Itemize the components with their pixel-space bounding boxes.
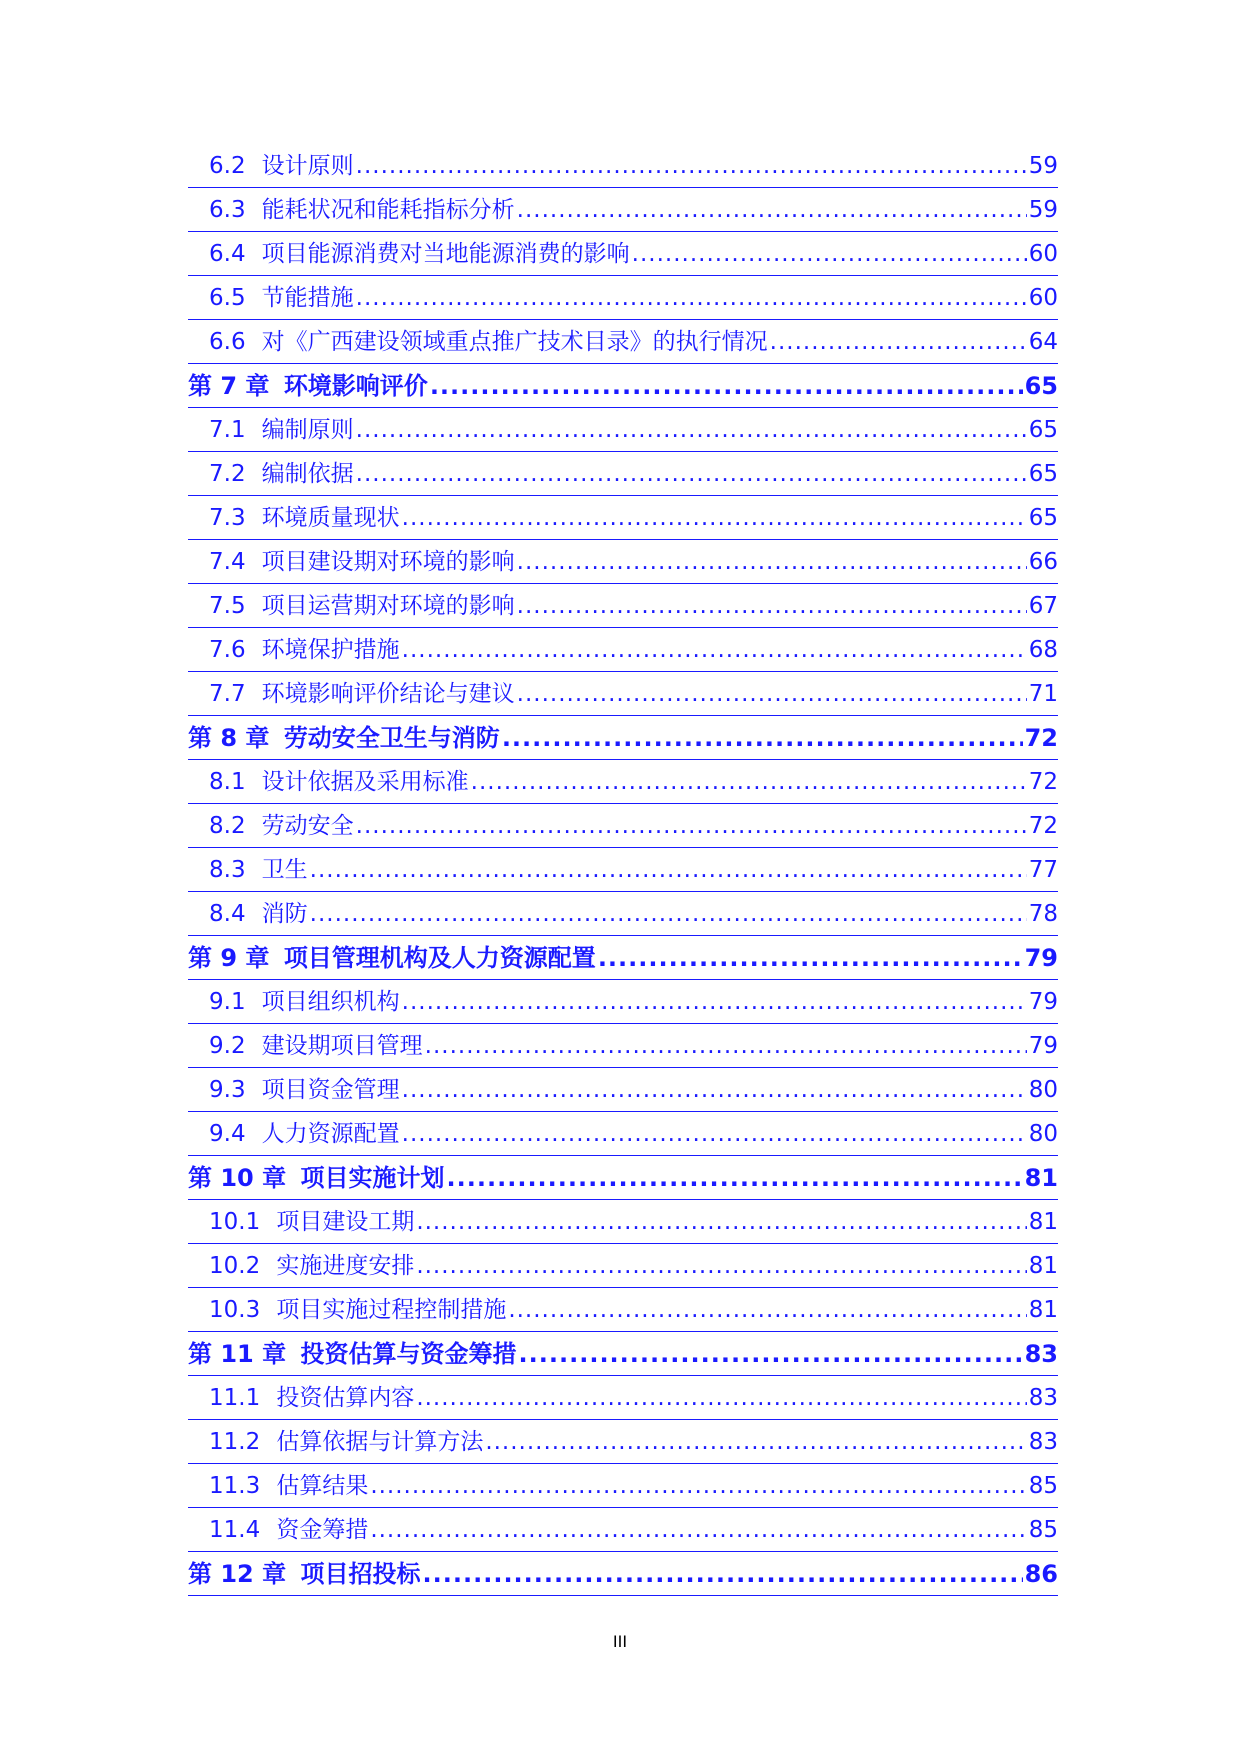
toc-section-link[interactable]: [188, 1508, 1058, 1552]
toc-dot-leader: [519, 1332, 1023, 1376]
toc-entry-title: 劳动安全卫生与消防: [283, 724, 500, 752]
toc-entry-page: 85: [1028, 1517, 1058, 1543]
toc-section-link[interactable]: [188, 540, 1058, 584]
toc-dot-leader: [447, 1156, 1023, 1200]
toc-section-link[interactable]: [188, 276, 1058, 320]
toc-entry-number: 7.1: [209, 417, 246, 443]
toc-entry-page: 79: [1028, 1033, 1058, 1059]
toc-entry-number: 11.3: [209, 1473, 261, 1499]
toc-dot-leader: [416, 1376, 1026, 1420]
toc-entry-number: 11.4: [209, 1517, 261, 1543]
toc-entry-number: 10.1: [209, 1209, 261, 1235]
toc-dot-leader: [402, 496, 1027, 540]
toc-entry-number: 6.3: [209, 197, 246, 223]
toc-entry-title: 设计依据及采用标准: [261, 769, 469, 795]
toc-section-link[interactable]: [188, 1112, 1058, 1156]
toc-section-link[interactable]: [188, 584, 1058, 628]
toc-section-link[interactable]: [188, 1068, 1058, 1112]
toc-entry-title: 环境质量现状: [261, 505, 400, 531]
toc-entry-number: 第 10 章: [188, 1164, 287, 1192]
toc-dot-leader: [598, 936, 1023, 980]
toc-dot-leader: [402, 1068, 1027, 1112]
toc-entry-number: 6.5: [209, 285, 246, 311]
toc-entry-number: 第 8 章: [188, 724, 270, 752]
toc-dot-leader: [356, 408, 1027, 452]
toc-entry-number: 6.4: [209, 241, 246, 267]
toc-section-link[interactable]: [188, 1288, 1058, 1332]
toc-entry-page: 81: [1024, 1164, 1058, 1192]
toc-entry-title: 编制依据: [261, 461, 354, 487]
toc-entry-number: 第 9 章: [188, 944, 270, 972]
toc-entry-page: 67: [1028, 593, 1058, 619]
toc-entry-title: 估算依据与计算方法: [276, 1429, 484, 1455]
toc-entry-title: 项目实施计划: [300, 1164, 445, 1192]
toc-entry-title: 卫生: [261, 857, 308, 883]
toc-entry-title: 节能措施: [261, 285, 354, 311]
toc-entry-page: 65: [1024, 372, 1058, 400]
toc-entry-title: 环境保护措施: [261, 637, 400, 663]
toc-entry-number: 7.2: [209, 461, 246, 487]
toc-chapter-link[interactable]: [188, 1552, 1058, 1596]
page-number: III: [612, 1632, 628, 1651]
toc-entry-title: 消防: [261, 901, 308, 927]
toc-entry-number: 8.3: [209, 857, 246, 883]
toc-entry-number: 8.1: [209, 769, 246, 795]
toc-dot-leader: [356, 276, 1027, 320]
toc-entry-page: 83: [1028, 1429, 1058, 1455]
toc-section-link[interactable]: [188, 892, 1058, 936]
toc-entry-page: 65: [1028, 505, 1058, 531]
toc-entry-title: 项目运营期对环境的影响: [261, 593, 515, 619]
toc-entry-page: 65: [1028, 461, 1058, 487]
toc-entry-page: 85: [1028, 1473, 1058, 1499]
toc-dot-leader: [517, 540, 1027, 584]
toc-entry-number: 9.4: [209, 1121, 246, 1147]
toc-entry-title: 估算结果: [276, 1473, 369, 1499]
toc-dot-leader: [402, 980, 1027, 1024]
toc-entry-page: 81: [1028, 1253, 1058, 1279]
toc-entry-number: 10.3: [209, 1297, 261, 1323]
toc-section-link[interactable]: [188, 628, 1058, 672]
toc-entry-page: 72: [1028, 769, 1058, 795]
toc-dot-leader: [356, 452, 1027, 496]
toc-section-link[interactable]: [188, 980, 1058, 1024]
toc-entry-number: 7.5: [209, 593, 246, 619]
toc-entry-page: 72: [1028, 813, 1058, 839]
toc-dot-leader: [517, 188, 1027, 232]
toc-entry-number: 9.1: [209, 989, 246, 1015]
toc-entry-page: 86: [1024, 1560, 1058, 1588]
toc-entry-page: 81: [1028, 1297, 1058, 1323]
toc-entry-page: 71: [1028, 681, 1058, 707]
toc-entry-number: 8.4: [209, 901, 246, 927]
toc-chapter-link[interactable]: [188, 936, 1058, 980]
toc-entry-title: 设计原则: [261, 153, 354, 179]
toc-dot-leader: [517, 672, 1027, 716]
toc-entry-number: 第 12 章: [188, 1560, 287, 1588]
toc-entry-title: 项目招投标: [300, 1560, 421, 1588]
toc-entry-title: 劳动安全: [261, 813, 354, 839]
toc-entry-page: 65: [1028, 417, 1058, 443]
toc-entry-title: 项目管理机构及人力资源配置: [283, 944, 596, 972]
toc-entry-page: 59: [1028, 153, 1058, 179]
toc-entry-page: 60: [1028, 241, 1058, 267]
toc-section-link[interactable]: [188, 188, 1058, 232]
toc-entry-number: 9.3: [209, 1077, 246, 1103]
toc-dot-leader: [485, 1420, 1026, 1464]
toc-dot-leader: [425, 1024, 1027, 1068]
toc-entry-title: 资金筹措: [276, 1517, 369, 1543]
toc-section-link[interactable]: [188, 1420, 1058, 1464]
toc-section-link[interactable]: [188, 232, 1058, 276]
toc-section-link[interactable]: [188, 144, 1058, 188]
toc-entry-number: 9.2: [209, 1033, 246, 1059]
toc-dot-leader: [356, 804, 1027, 848]
toc-entry-page: 79: [1024, 944, 1058, 972]
toc-entry-title: 项目组织机构: [261, 989, 400, 1015]
toc-dot-leader: [402, 628, 1027, 672]
toc-entry-page: 81: [1028, 1209, 1058, 1235]
toc-dot-leader: [310, 892, 1027, 936]
toc-section-link[interactable]: [188, 760, 1058, 804]
toc-section-link[interactable]: [188, 1200, 1058, 1244]
toc-entry-page: 80: [1028, 1077, 1058, 1103]
toc-entry-title: 项目建设期对环境的影响: [261, 549, 515, 575]
toc-entry-number: 第 7 章: [188, 372, 270, 400]
toc-dot-leader: [370, 1508, 1026, 1552]
toc-entry-title: 项目能源消费对当地能源消费的影响: [261, 241, 630, 267]
toc-entry-title: 实施进度安排: [276, 1253, 415, 1279]
toc-section-link[interactable]: [188, 1024, 1058, 1068]
toc-entry-page: 64: [1028, 329, 1058, 355]
toc-entry-page: 78: [1028, 901, 1058, 927]
toc-dot-leader: [310, 848, 1027, 892]
toc-section-link[interactable]: [188, 1244, 1058, 1288]
toc-entry-title: 投资估算与资金筹措: [300, 1340, 517, 1368]
toc-entry-page: 60: [1028, 285, 1058, 311]
toc-entry-title: 项目建设工期: [276, 1209, 415, 1235]
toc-entry-title: 能耗状况和能耗指标分析: [261, 197, 515, 223]
toc-entry-number: 7.6: [209, 637, 246, 663]
toc-section-link[interactable]: [188, 1376, 1058, 1420]
toc-dot-leader: [416, 1200, 1026, 1244]
toc-chapter-link[interactable]: [188, 364, 1058, 408]
toc-entry-number: 11.2: [209, 1429, 261, 1455]
toc-entry-number: 6.6: [209, 329, 246, 355]
toc-entry-title: 项目资金管理: [261, 1077, 400, 1103]
toc-dot-leader: [356, 144, 1027, 188]
toc-entry-number: 7.3: [209, 505, 246, 531]
toc-section-link[interactable]: [188, 452, 1058, 496]
toc-entry-title: 环境影响评价: [283, 372, 428, 400]
toc-entry-number: 7.4: [209, 549, 246, 575]
toc-chapter-link[interactable]: [188, 1156, 1058, 1200]
toc-entry-title: 建设期项目管理: [261, 1033, 423, 1059]
toc-dot-leader: [430, 364, 1023, 408]
toc-entry-page: 83: [1024, 1340, 1058, 1368]
toc-entry-page: 59: [1028, 197, 1058, 223]
toc-entry-number: 6.2: [209, 153, 246, 179]
toc-section-link[interactable]: [188, 1464, 1058, 1508]
toc-chapter-link[interactable]: [188, 1332, 1058, 1376]
toc-entry-title: 对《广西建设领域重点推广技术目录》的执行情况: [261, 329, 768, 355]
toc-dot-leader: [632, 232, 1027, 276]
toc-dot-leader: [423, 1552, 1023, 1596]
toc-section-link[interactable]: [188, 320, 1058, 364]
toc-entry-page: 83: [1028, 1385, 1058, 1411]
toc-entry-page: 79: [1028, 989, 1058, 1015]
toc-entry-number: 11.1: [209, 1385, 261, 1411]
table-of-contents: [188, 144, 1058, 1596]
toc-dot-leader: [517, 584, 1027, 628]
toc-entry-title: 环境影响评价结论与建议: [261, 681, 515, 707]
toc-entry-page: 80: [1028, 1121, 1058, 1147]
toc-dot-leader: [770, 320, 1027, 364]
toc-dot-leader: [416, 1244, 1026, 1288]
toc-entry-title: 项目实施过程控制措施: [276, 1297, 507, 1323]
toc-entry-page: 72: [1024, 724, 1058, 752]
toc-entry-title: 编制原则: [261, 417, 354, 443]
toc-entry-number: 10.2: [209, 1253, 261, 1279]
toc-entry-page: 68: [1028, 637, 1058, 663]
toc-chapter-link[interactable]: [188, 716, 1058, 760]
toc-entry-number: 8.2: [209, 813, 246, 839]
toc-dot-leader: [508, 1288, 1026, 1332]
toc-entry-title: 投资估算内容: [276, 1385, 415, 1411]
toc-entry-page: 66: [1028, 549, 1058, 575]
toc-dot-leader: [402, 1112, 1027, 1156]
toc-dot-leader: [370, 1464, 1026, 1508]
toc-section-link[interactable]: [188, 848, 1058, 892]
toc-section-link[interactable]: [188, 496, 1058, 540]
toc-entry-number: 7.7: [209, 681, 246, 707]
toc-entry-page: 77: [1028, 857, 1058, 883]
toc-entry-title: 人力资源配置: [261, 1121, 400, 1147]
toc-entry-number: 第 11 章: [188, 1340, 287, 1368]
toc-section-link[interactable]: [188, 408, 1058, 452]
toc-section-link[interactable]: [188, 804, 1058, 848]
toc-section-link[interactable]: [188, 672, 1058, 716]
toc-dot-leader: [471, 760, 1027, 804]
toc-dot-leader: [502, 716, 1023, 760]
